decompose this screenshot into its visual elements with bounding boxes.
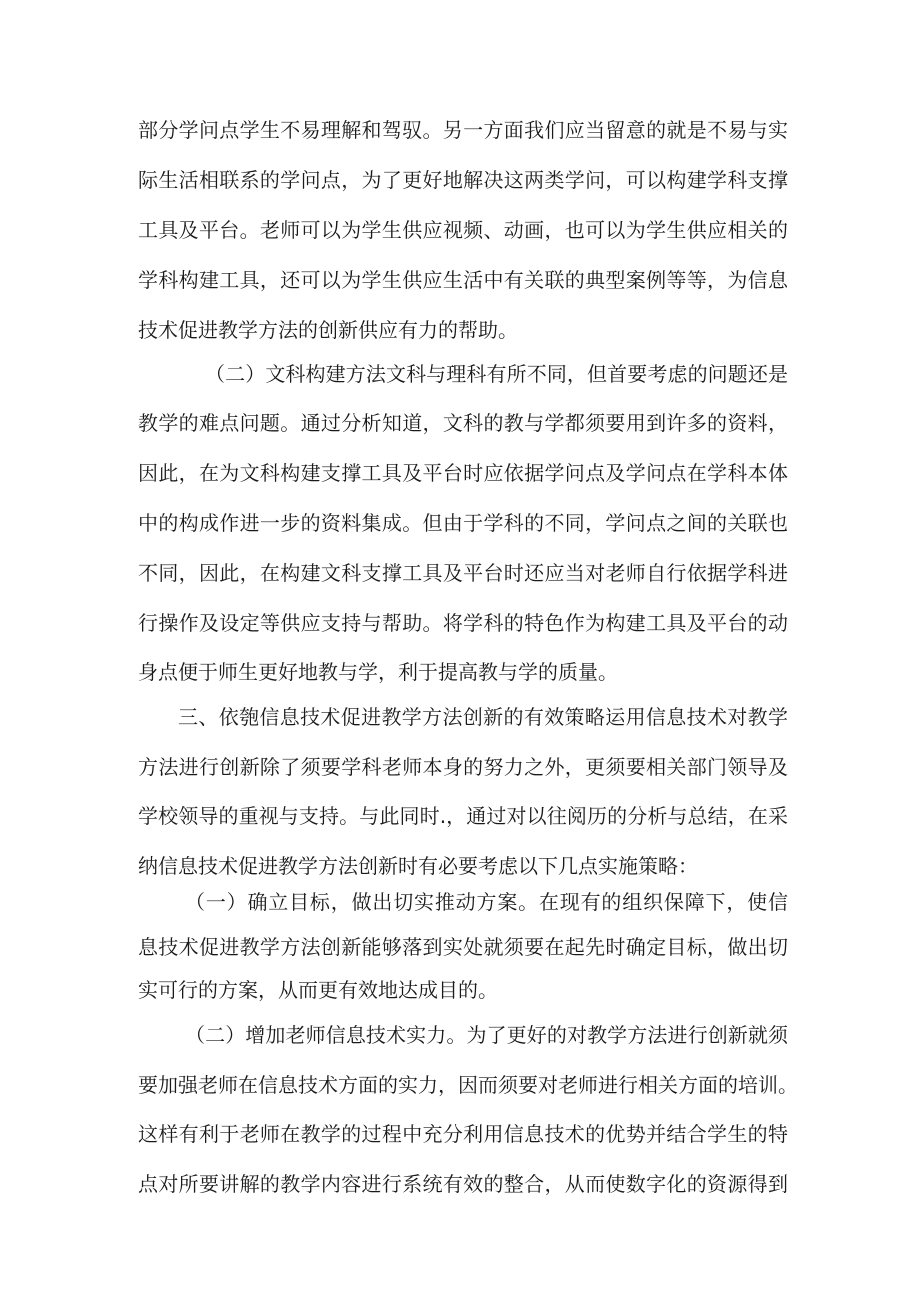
text-line: （二）增加老师信息技术实力。为了更好的对教学方法进行创新就须 (185, 1023, 788, 1047)
text-line: 不同，因此，在构建文科支撑工具及平台时还应当对老师自行依据学科进 (138, 561, 788, 585)
text-line: 部分学问点学生不易理解和驾驭。另一方面我们应当留意的就是不易与实 (138, 118, 788, 142)
text-line: 学科构建工具，还可以为学生供应生活中有关联的典型案例等等，为信息 (138, 268, 788, 292)
text-line: 三、依匏信息技术促进教学方法创新的有效策略运用信息技术对教学 (178, 705, 788, 729)
text-line: 纳信息技术促进教学方法创新时有必要考虑以下几点实施策略： (138, 854, 698, 878)
text-line: 教学的难点问题。通过分析知道，文科的教与学都须要用到许多的资料， (138, 411, 788, 435)
text-line: 身点便于师生更好地教与学，利于提高教与学的质量。 (138, 660, 618, 684)
text-line: 方法进行创新除了须要学科老师本身的努力之外，更须要相关部门领导及 (138, 755, 788, 779)
text-line: 工具及平台。老师可以为学生供应视频、动画，也可以为学生供应相关的 (138, 218, 788, 242)
text-line: 学校领导的重视与支持。与此同时.，通过对以往阅历的分析与总结，在采 (138, 804, 788, 828)
text-line: 际生活相联系的学问点，为了更好地解决这两类学问，可以构建学科支撑 (138, 168, 788, 192)
text-line: 因此，在为文科构建支撑工具及平台时应依据学问点及学问点在学科本体 (138, 461, 788, 485)
text-line: 实可行的方案，从而更有效地达成目的。 (138, 978, 498, 1002)
text-line: 点对所要讲解的教学内容进行系统有效的整合，从而使数字化的资源得到 (138, 1172, 788, 1196)
text-line: 中的构成作进一步的资料集成。但由于学科的不同，学问点之间的关联也 (138, 511, 788, 535)
text-line: 技术促进教学方法的创新供应有力的帮助。 (138, 318, 518, 342)
text-line: 行操作及设定等供应支持与帮助。将学科的特色作为构建工具及平台的动 (138, 611, 788, 635)
text-line: 要加强老师在信息技术方面的实力，因而须要对老师进行相关方面的培训。 (138, 1073, 798, 1097)
text-line: （一）确立目标，做出切实推动方案。在现有的组织保障下，使信 (185, 890, 788, 914)
text-line: （二）文科构建方法文科与理科有所不同，但首要考虑的问题还是 (205, 362, 788, 386)
text-line: 这样有利于老师在教学的过程中充分利用信息技术的优势并结合学生的特 (138, 1122, 788, 1146)
text-line: 息技术促进教学方法创新能够落到实处就须要在起先时确定目标，做出切 (138, 935, 788, 959)
